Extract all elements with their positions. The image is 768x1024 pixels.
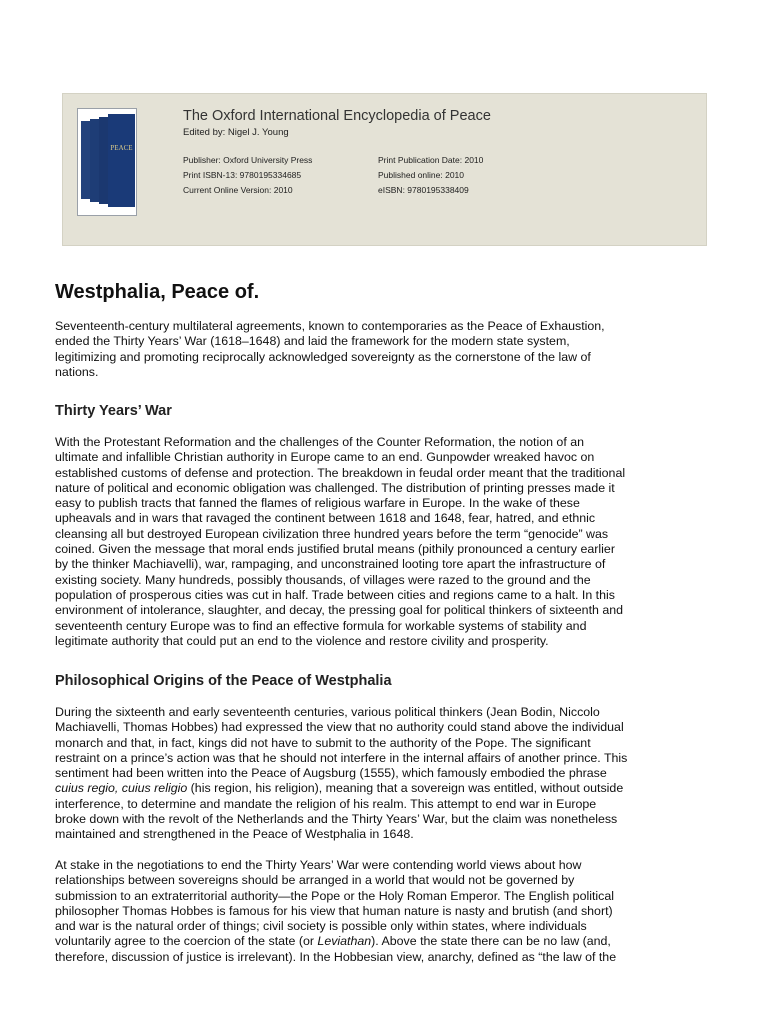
text-line [55, 934, 715, 949]
text-line: therefore, discussion of justice is irrelevant). In the Hobbesian view, anarchy, defined as “the law of the [55, 949, 617, 964]
philosophical-origins-paragraph-1 [55, 705, 715, 843]
text-fragment: (his region, his religion), meaning that a sovereign was entitled, without outside [187, 781, 624, 796]
article-title: Westphalia, Peace of. [55, 281, 260, 303]
text-line: upheavals and in wars that ravaged the continent between 1618 and 1648, fear, hatred, and ethnic [55, 511, 596, 526]
text-line: environment of intolerance, slaughter, and decay, the pressing goal for political thinkers of sixteenth and [55, 603, 624, 618]
text-line: restraint on a prince’s action was that he should not interfere in the internal affairs of another prince. This [55, 750, 628, 765]
text-fragment: voluntarily agree to the coercion of the state (or [55, 934, 318, 949]
text-line: nature of political and economic obligation was challenged. The distribution of printing presses made it [55, 480, 615, 495]
text-line: sentiment had been written into the Peace of Augsburg (1555), which famously embodied the phrase [55, 766, 607, 781]
encyclopedia-header-panel [62, 93, 707, 246]
text-line: legitimizing and promoting reciprocally acknowledged sovereignty as the cornerstone of the law of [55, 349, 591, 364]
text-line: interference, to determine and mandate the religion of his realm. This attempt to end war in Europe [55, 796, 597, 811]
section-heading-thirty-years-war: Thirty Years’ War [55, 403, 172, 419]
text-line: Seventeenth-century multilateral agreements, known to contemporaries as the Peace of Exhaustion, [55, 319, 605, 333]
text-line: broke down with the revolt of the Netherlands and the Thirty Years’ War, but the claim was nonetheless [55, 812, 618, 827]
text-fragment: ). Above the state there can be no law (and, [371, 934, 611, 949]
text-line: monarch and that, in fact, kings did not have to submit to the authority of the Pope. The significant [55, 735, 591, 750]
print-publication-date: Print Publication Date: 2010 [378, 155, 484, 165]
text-line: legitimate authority that could put an end to the violence and restore civility and prosperity. [55, 633, 549, 648]
book-front-cover [108, 114, 135, 207]
text-line: With the Protestant Reformation and the challenges of the Counter Reformation, the notion of an [55, 435, 584, 449]
text-line: ultimate and infallible Christian authority in Europe came to an end. Gunpowder wreaked havoc on [55, 450, 595, 465]
latin-phrase: cuius regio, cuius religio [55, 781, 188, 796]
text-line [55, 781, 715, 796]
text-line: by the thinker Machiavelli), war, rampaging, and unconstrained looting tore apart the infrastructure of [55, 557, 606, 572]
text-line: coined. Given the message that moral ends justified brutal means (pithily pronounced a century earlier [55, 542, 615, 557]
leviathan-term: Leviathan [317, 934, 372, 949]
text-line: During the sixteenth and early seventeenth centuries, various political thinkers (Jean Bodin, Niccolo [55, 705, 600, 719]
current-online-version: Current Online Version: 2010 [183, 185, 293, 195]
encyclopedia-title: The Oxford International Encyclopedia of Peace [183, 108, 491, 124]
published-online: Published online: 2010 [378, 170, 465, 180]
philosophical-origins-paragraph-2 [55, 858, 715, 965]
book-cover-image [77, 108, 137, 216]
text-line: population of prosperous cities was cut in half. Trade between cities and regions came to a halt. In this [55, 587, 615, 602]
text-line: ended the Thirty Years’ War (1618–1648) and laid the framework for the modern state system, [55, 334, 570, 349]
text-line: philosopher Thomas Hobbes is famous for his view that human nature is nasty and brutish (and short) [55, 903, 613, 918]
text-line: seventeenth century Europe was to find an effective formula for workable systems of stability and [55, 618, 587, 633]
intro-paragraph [55, 319, 715, 380]
publisher-info: Publisher: Oxford University Press [183, 155, 313, 165]
text-line: relationships between sovereigns should be arranged in a world that would not be governed by [55, 873, 575, 888]
text-line: cleansing all but destroyed European civilization three hundred years before the term “genocide” was [55, 526, 609, 541]
thirty-years-war-paragraph [55, 435, 715, 649]
text-line: established customs of defense and protection. The breakdown in feudal order meant that the traditional [55, 465, 626, 480]
text-line: submission to an extraterritorial authority—the Pope or the Holy Roman Emperor. The English political [55, 888, 614, 903]
text-line: Machiavelli, Thomas Hobbes) had expressed the view that no authority could stand above the individual [55, 720, 624, 735]
editor-credit: Edited by: Nigel J. Young [183, 127, 289, 138]
print-isbn: Print ISBN-13: 9780195334685 [183, 170, 302, 180]
cover-title: PEACE [110, 144, 133, 152]
eisbn: eISBN: 9780195338409 [378, 185, 469, 195]
text-line: maintained and strengthened in the Peace of Westphalia in 1648. [55, 827, 414, 842]
text-line: nations. [55, 364, 99, 379]
text-line: and war is the natural order of things; civil society is possible only within states, where individuals [55, 919, 587, 934]
text-line: easy to publish tracts that fanned the flames of religious warfare in Europe. In the wake of these [55, 496, 580, 511]
text-line: existing society. Many hundreds, possibly thousands, of villages were razed to the ground and the [55, 572, 591, 587]
section-heading-philosophical-origins: Philosophical Origins of the Peace of Westphalia [55, 673, 392, 689]
text-line: At stake in the negotiations to end the Thirty Years’ War were contending world views about how [55, 858, 582, 872]
